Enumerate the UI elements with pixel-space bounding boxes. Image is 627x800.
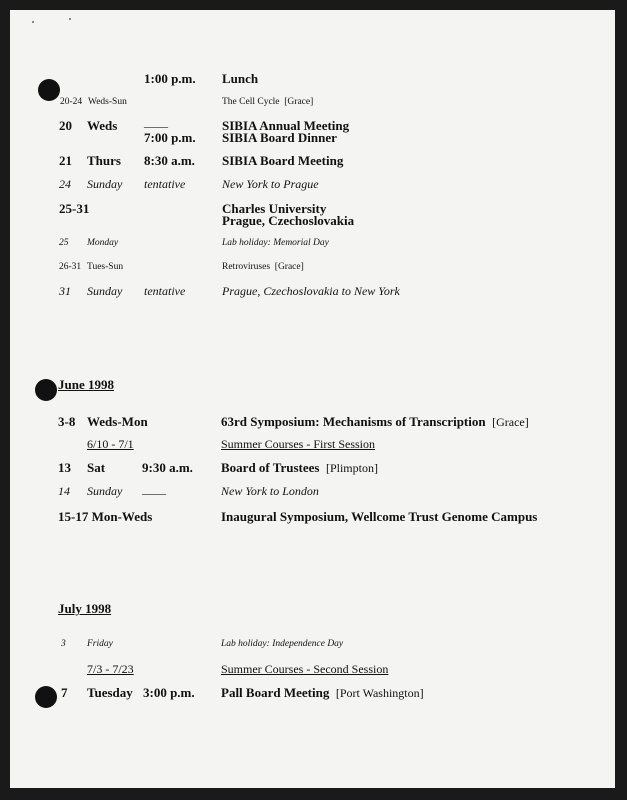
date: 20 bbox=[59, 118, 72, 133]
time: tentative bbox=[144, 284, 186, 298]
event-title: Charles University bbox=[222, 201, 327, 216]
date: 21 bbox=[59, 153, 72, 168]
event-title: Inaugural Symposium, Wellcome Trust Genome Campus bbox=[221, 509, 538, 524]
time: 9:30 a.m. bbox=[142, 460, 193, 475]
paper-speck bbox=[32, 21, 34, 23]
day: Weds-Sun bbox=[88, 97, 127, 107]
date: 26-31 bbox=[59, 262, 82, 272]
punch-hole bbox=[38, 79, 60, 101]
date: 13 bbox=[58, 460, 71, 475]
month-heading: June 1998 bbox=[58, 377, 114, 392]
document-page bbox=[10, 10, 615, 788]
time-blank: ____ bbox=[144, 115, 168, 129]
time-blank: ____ bbox=[142, 482, 166, 496]
day: Weds-Mon bbox=[87, 414, 148, 429]
time: 3:00 p.m. bbox=[143, 685, 195, 700]
date: 25-31 bbox=[59, 201, 90, 216]
date: 24 bbox=[59, 177, 71, 191]
day: Sunday bbox=[87, 177, 123, 191]
event-title: Prague, Czechoslovakia to New York bbox=[222, 284, 400, 298]
date: 3-8 bbox=[58, 414, 76, 429]
date: 7 bbox=[61, 685, 68, 700]
event-title: 63rd Symposium: Mechanisms of Transcription [Grace] bbox=[221, 414, 529, 429]
time: tentative bbox=[144, 177, 186, 191]
day: Monday bbox=[87, 238, 119, 248]
time: 1:00 p.m. bbox=[144, 71, 196, 86]
date: 20-24 bbox=[60, 97, 83, 107]
date-range: 7/3 - 7/23 bbox=[87, 662, 134, 676]
date: 25 bbox=[59, 238, 69, 248]
event-title: Pall Board Meeting [Port Washington] bbox=[221, 685, 424, 700]
date-range: 6/10 - 7/1 bbox=[87, 437, 134, 451]
day: Tuesday bbox=[87, 685, 133, 700]
event-title: Lab holiday: Independence Day bbox=[221, 639, 344, 649]
day: Weds bbox=[87, 118, 118, 133]
event-title: The Cell Cycle [Grace] bbox=[222, 97, 314, 107]
event-title: Retroviruses [Grace] bbox=[222, 262, 304, 272]
day: Sunday bbox=[87, 484, 123, 498]
event-title: SIBIA Annual Meeting bbox=[222, 118, 350, 133]
paper-speck bbox=[69, 18, 71, 20]
date: 14 bbox=[58, 484, 70, 498]
event-title: Lab holiday: Memorial Day bbox=[222, 238, 329, 248]
event-title: Board of Trustees [Plimpton] bbox=[221, 460, 378, 475]
date: 15-17 Mon-Weds bbox=[58, 509, 153, 524]
event-title: New York to Prague bbox=[222, 177, 319, 191]
event-title: Lunch bbox=[222, 71, 259, 86]
day: Friday bbox=[87, 639, 113, 649]
day: Sat bbox=[87, 460, 106, 475]
day: Thurs bbox=[87, 153, 121, 168]
date: 3 bbox=[61, 639, 66, 649]
time: 8:30 a.m. bbox=[144, 153, 195, 168]
event-title: New York to London bbox=[221, 484, 319, 498]
event-title: Summer Courses - First Session bbox=[221, 437, 376, 451]
date: 31 bbox=[59, 284, 71, 298]
day: Sunday bbox=[87, 284, 123, 298]
event-title: Summer Courses - Second Session bbox=[221, 662, 389, 676]
event-title: SIBIA Board Dinner bbox=[222, 130, 337, 145]
punch-hole bbox=[35, 379, 57, 401]
month-heading: July 1998 bbox=[58, 601, 112, 616]
event-subtitle: Prague, Czechoslovakia bbox=[222, 213, 355, 228]
day: Tues-Sun bbox=[87, 262, 124, 272]
time: 7:00 p.m. bbox=[144, 130, 196, 145]
punch-hole bbox=[35, 686, 57, 708]
event-title: SIBIA Board Meeting bbox=[222, 153, 344, 168]
